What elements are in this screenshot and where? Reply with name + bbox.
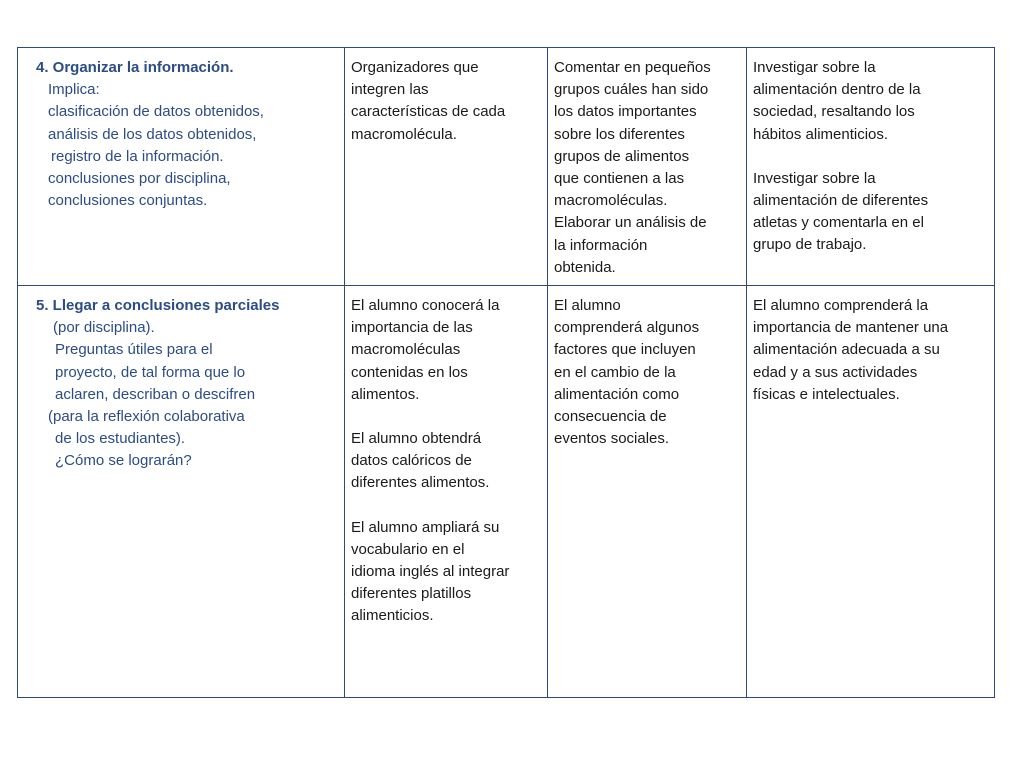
cell-line: Investigar sobre la [753,59,876,76]
cell-line: grupos cuáles han sido [554,81,709,99]
step-line: (por disciplina). [53,319,155,337]
learning-outcome-cell [345,286,548,698]
step-cell [18,48,345,286]
cell-line: edad y a sus actividades [753,363,918,381]
step-line: Preguntas útiles para el [55,341,213,359]
step-heading: 4. Organizar la información. [36,59,234,76]
cell-line: macromolécula. [351,125,457,143]
cell-line: El alumno obtendrá [351,430,482,448]
table-row [18,48,995,286]
step-line: conclusiones conjuntas. [48,192,208,210]
cell-line: alimenticios. [351,607,434,625]
step-line: ¿Cómo se lograrán? [55,452,192,470]
paragraph-gap [753,146,988,168]
project-plan-table [17,47,995,698]
paragraph-gap [351,495,541,517]
cell-line: factores que incluyen [554,341,696,359]
research-cell [747,48,995,286]
cell-line: macromoléculas. [554,192,668,210]
step-line: conclusiones por disciplina, [48,170,231,188]
cell-line: importancia de mantener una [753,319,949,337]
cell-line: grupos de alimentos [554,147,690,165]
cell-line: físicas e intelectuales. [753,385,900,403]
cell-line: El alumno conocerá la [351,297,500,315]
cell-line: obtenida. [554,258,616,276]
step-line: Implica: [48,81,100,99]
cell-line: alimentación como [554,385,680,403]
cell-line: importancia de las [351,319,473,337]
cell-line: hábitos alimenticios. [753,125,889,143]
cell-line: Organizadores que [351,59,479,76]
cell-line: la información [554,236,648,254]
paragraph-gap [351,406,541,428]
cell-line: sociedad, resaltando los [753,103,915,121]
step-line: (para la reflexión colaborativa [48,408,245,426]
table-row [18,286,995,698]
cell-line: Elaborar un análisis de [554,214,707,232]
learning-outcome-cell [747,286,995,698]
cell-line: eventos sociales. [554,430,670,448]
cell-line: grupo de trabajo. [753,236,867,254]
cell-line: los datos importantes [554,103,697,121]
learning-outcome-cell [548,286,747,698]
activity-cell [548,48,747,286]
cell-line: alimentación de diferentes [753,192,929,210]
cell-line: alimentación adecuada a su [753,341,940,359]
cell-line: comprenderá algunos [554,319,700,337]
cell-line: sobre los diferentes [554,125,685,143]
cell-line: características de cada [351,103,506,121]
step-line: de los estudiantes). [55,430,186,448]
cell-line: integren las [351,81,429,99]
step-line: aclaren, describan o descifren [55,385,256,403]
cell-line: El alumno [554,297,621,315]
step-line: proyecto, de tal forma que lo [55,363,246,381]
cell-line: macromoléculas [351,341,461,359]
step-line: registro de la información. [51,147,224,165]
step-cell [18,286,345,698]
cell-line: en el cambio de la [554,363,676,381]
cell-line: datos calóricos de [351,452,472,470]
cell-line: alimentación dentro de la [753,81,921,99]
product-cell [345,48,548,286]
cell-line: Comentar en pequeños [554,59,711,76]
step-heading: 5. Llegar a conclusiones parciales [36,297,280,315]
cell-line: Investigar sobre la [753,169,876,187]
cell-line: que contienen a las [554,170,685,188]
cell-line: vocabulario en el [351,540,465,558]
cell-line: El alumno ampliará su [351,518,500,536]
cell-line: alimentos. [351,385,420,403]
step-line: clasificación de datos obtenidos, [48,103,264,121]
cell-line: diferentes platillos [351,585,472,603]
step-line: análisis de los datos obtenidos, [48,125,257,143]
cell-line: El alumno comprenderá la [753,297,929,315]
cell-line: idioma inglés al integrar [351,563,510,581]
cell-line: consecuencia de [554,408,667,426]
cell-line: atletas y comentarla en el [753,214,924,232]
cell-line: diferentes alimentos. [351,474,490,492]
cell-line: contenidas en los [351,363,468,381]
